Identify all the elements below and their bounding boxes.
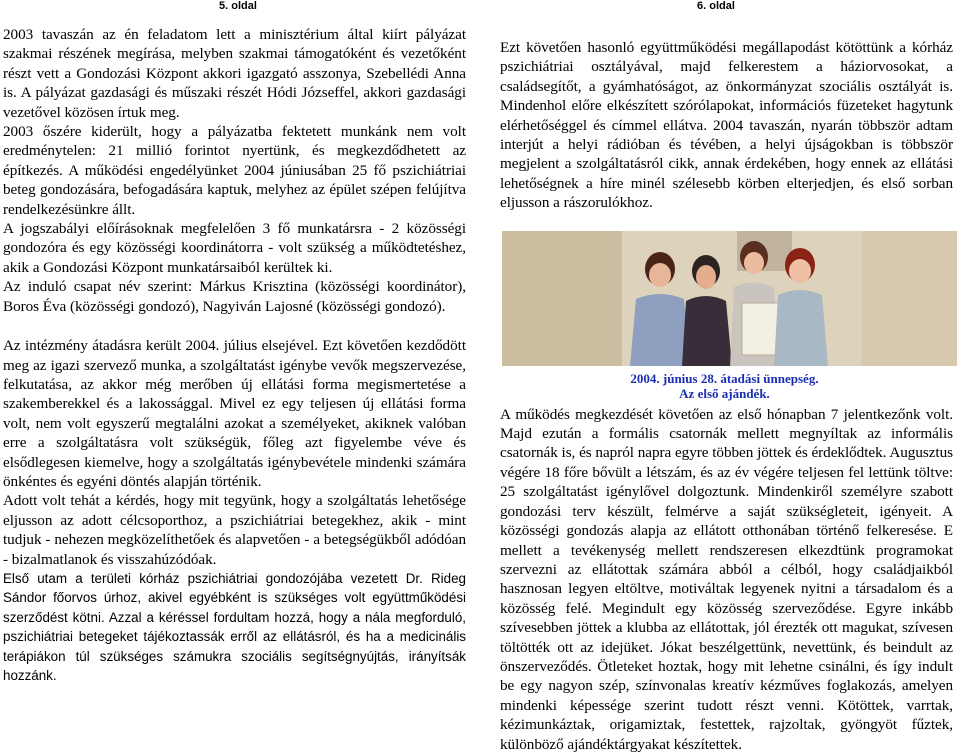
paragraph: Ezt követően hasonló együttműködési megállapodást kötöttünk a kórház pszichiátriai osztályával, majd felkerestem a háziorvosokat, a családsegítőt, a gyámhatóságot, az önkormányzat szociális osztályát is. Mindenhol előre elkészített szórólapokat, információs füzeteket hagytunk elérhetőséggel és címmel ellátva. 2004 tavaszán, nyarán többször adtam interjút a helyi rádióban és tévében, a helyi újságokban is többször megjelent a szolgáltatásról cikk, annak érdekében, hogy ennek az ellátási lehetőségnek a híre minél szélesebb körben elterjedjen, és első sorban eljusson a rászorulókhoz. [500, 39, 953, 212]
paragraph: Adott volt tehát a kérdés, hogy mit tegyünk, hogy a szolgáltatás lehetősége eljusson az adott célcsoporthoz, a pszichiátriai betegekhez, akik - mint tudjuk - nehezen megközelíthetőek és alapvetően - a betegségükből adódóan - bizalmatlanok és visszahúzódóak. [3, 492, 466, 568]
paragraph: Az induló csapat név szerint: Márkus Krisztina (közösségi koordinátor), Boros Éva (közösségi gondozó), Nagyiván Lajosné (közösségi gondozó). [3, 278, 466, 315]
left-page [0, 0, 472, 689]
photo-caption-sub: Az első ajándék. [679, 385, 770, 401]
ceremony-photo [502, 231, 957, 366]
paragraph: Első utam a területi kórház pszichiátriai gondozójába vezetett Dr. Rideg Sándor főorvos úrhoz, akivel egyébként is szükséges volt együttműködési szerződést kötni. Azzal a kéréssel fordultam hozzá, hogy a nála megforduló, pszichiátriai betegeket tájékoztassák erről az ellátásról, és ha a medicinális terápiákon túl szükséges számukra szociális segítségnyújtás, irányítsák hozzánk. [3, 570, 466, 683]
paragraph: 2003 őszére kiderült, hogy a pályázatba fektetett munkánk nem volt eredménytelen: 21 millió forintot nyertünk, és megkezdődhetett az építkezés. A működési engedélyünket 2004 júniusában 25 fő pszichiátriai beteg gondozására, befogadására kaptuk, melyhez az épület szépen felújítva rendelkezésünkre állt. [3, 123, 466, 218]
paragraph: A működés megkezdését követően az első hónapban 7 jelentkezőnk volt. Majd ezután a formális csatornák mellett megnyíltak az informális csatornák is, és napról napra egyre többen jöttek és érdeklődtek. Augusztus végére 18 főre bővült a létszám, és az év végére teljesen fel lettünk töltve: 25 szolgáltatást igénylővel dolgoztunk. Mindenkiről személyre szabott gondozási terv készült, felmérve a saját szükségleteit, igényeit. A közösségi gondozás alapja az ellátott otthonában történő felkeresése. E mellett a tevékenység mellett rendszeresen elkezdtünk programokat szervezni az ellátottak számára abból a célból, hogy családjaikból hasznosan legyen eltöltve, motiváltak legyenek nyitni a társadalom és a közösség felé. Megindult egy közösség szerveződése. Egyre inkább szívesebben jöttek a klubba az ellátottak, jól érezték ott magukat, szívesen töltötték ott az idejüket. Jókat beszélgettünk, nevettünk, és beindult az önszerveződés. Ötleteket hoztak, hogy mit lehetne csinálni, és így indult be egy nagyon szép, színvonalas kreatív kézműves foglakozás, amelyen mindenki képessége szerint tudott részt venni. Kötöttek, varrtak, kézimunkáztak, origamiztak, festettek, rajzoltak, gyöngyöt fűztek, különböző ajándéktárgyakat készítettek. [500, 405, 953, 753]
paragraph: A jogszabályi előírásoknak megfelelően 3 fő munkatársra - 2 közösségi gondozóra és egy közösségi koordinátorra - volt szükség a működtetéshez, akik a Gondozási Központ munkatársaiból kerültek ki. [3, 220, 466, 276]
paragraph: Az intézmény átadásra került 2004. július elsejével. Ezt követően kezdődött meg az igazi szervező munka, a szolgáltatást igénybe vevők megszervezése, felkutatása, az akkor még merőben új ellátási forma megismertetése a szakemberekkel és a lakossággal. Mivel ez egy teljesen új ellátási forma volt, nem volt egyszerű megtalálni azokat a személyeket, akiknek valóban erre a szolgáltatásra volt szükségük, főleg azt figyelembe véve és elsődlegesen kiemelve, hogy a szolgáltatás igénybevétele mindenki számára önkéntes és egyéni döntés alapján történik. [3, 337, 466, 490]
ceremony-photo-illustration [502, 231, 957, 366]
page-number: 5. oldal [219, 0, 257, 12]
photo-caption: 2004. június 28. átadási ünnepség. [630, 370, 819, 386]
paragraph: 2003 tavaszán az én feladatom lett a minisztérium által kiírt pályázat szakmai részének megírása, melyben szakmai támogatóként és vezetőként részt vett a Gondozási Központ akkori igazgató asszonya, Szebellédi Anna is. A pályázat gazdasági és műszaki részét Hódi Józseffel, akkori gazdasági vezetővel közösen írtuk meg. [3, 26, 466, 121]
page-number: 6. oldal [697, 0, 735, 12]
right-page [490, 0, 959, 753]
